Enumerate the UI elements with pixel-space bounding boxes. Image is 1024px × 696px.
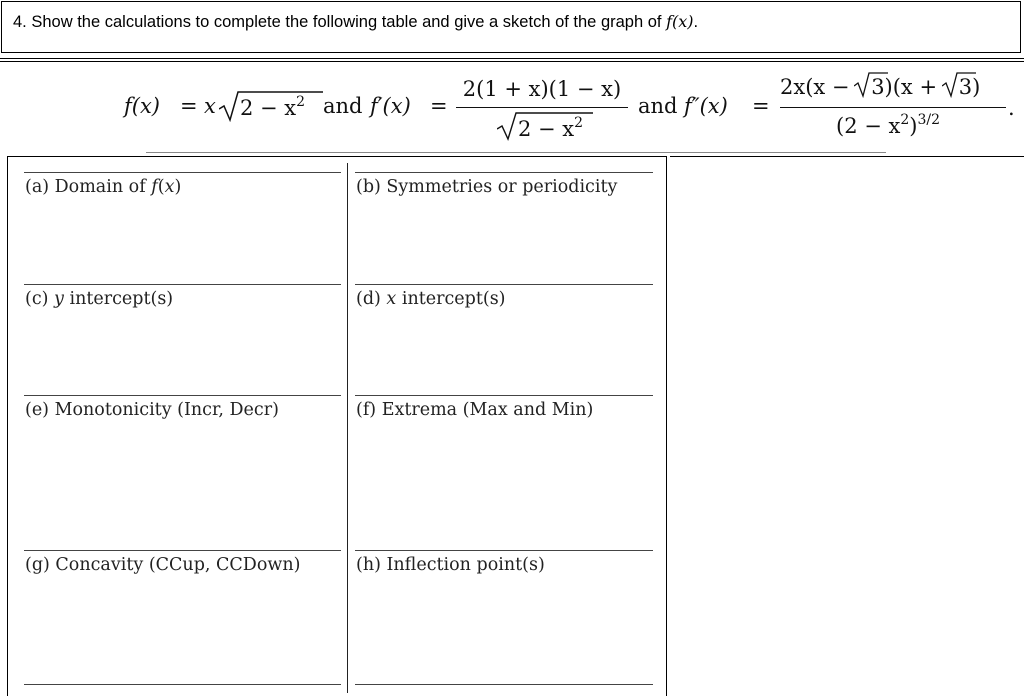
header-rule-bottom	[0, 61, 1024, 62]
question-box	[1, 1, 1021, 53]
eq-sign-1: =	[180, 94, 198, 118]
cell-rule-f	[355, 395, 653, 396]
formula-line	[0, 64, 1024, 156]
and-word-1: and	[323, 94, 363, 118]
cell-rule-h	[355, 550, 653, 551]
cell-rule-e	[24, 395, 341, 396]
fdoubleprime-lhs: f″(x)	[684, 94, 728, 118]
fdoubleprime-fraction-bar	[780, 107, 1006, 108]
fdoubleprime-denominator: $(2 - x^2)^{3/2}$	[836, 112, 940, 138]
f-lhs: f(x)	[124, 94, 161, 118]
header-rule-top	[0, 58, 1024, 59]
cell-label-concavity: (g) Concavity (CCup, CCDown)	[25, 555, 301, 575]
formula-rule-right	[670, 156, 1024, 157]
answer-table	[7, 156, 667, 696]
cell-label-domain: (a) Domain of f(x)	[25, 177, 182, 197]
cell-label-x-intercept: (d) x intercept(s)	[356, 289, 506, 309]
f-x: x	[204, 94, 216, 118]
eq-sign-2: =	[430, 94, 448, 118]
eq-sign-3: =	[752, 94, 770, 118]
fprime-lhs: f′(x)	[370, 94, 411, 118]
cell-label-y-intercept: (c) y intercept(s)	[25, 289, 174, 309]
cell-rule-c	[24, 284, 341, 285]
question-text	[13, 12, 698, 32]
cell-label-monotonicity: (e) Monotonicity (Incr, Decr)	[25, 400, 279, 420]
cell-rule-a	[24, 172, 341, 173]
fdoubleprime-numerator: 2x(x − 3)(x + 3)	[780, 75, 981, 99]
fprime-fraction-bar	[456, 107, 628, 108]
formula-period: .	[1008, 96, 1015, 120]
cell-rule-d	[355, 284, 653, 285]
fprime-denominator: $2 - x^2$	[518, 115, 584, 141]
table-column-divider	[347, 163, 348, 693]
question-prompt: 4. Show the calculations to complete the following table and give a sketch of the graph of	[13, 13, 662, 31]
cell-rule-bottom-left	[24, 684, 341, 685]
cell-label-symmetries: (b) Symmetries or periodicity	[356, 177, 618, 197]
formula-underline	[146, 152, 886, 153]
and-word-2: and	[638, 94, 678, 118]
question-function-ref: f(x)	[666, 12, 694, 31]
question-period: .	[693, 13, 699, 31]
cell-rule-g	[24, 550, 341, 551]
cell-rule-bottom-right	[355, 684, 653, 685]
cell-label-extrema: (f) Extrema (Max and Min)	[356, 400, 594, 420]
cell-label-inflection: (h) Inflection point(s)	[356, 555, 545, 575]
fprime-numerator: 2(1 + x)(1 − x)	[462, 77, 622, 101]
f-radicand: $2 - x^2$	[240, 94, 306, 120]
cell-rule-b	[355, 172, 653, 173]
